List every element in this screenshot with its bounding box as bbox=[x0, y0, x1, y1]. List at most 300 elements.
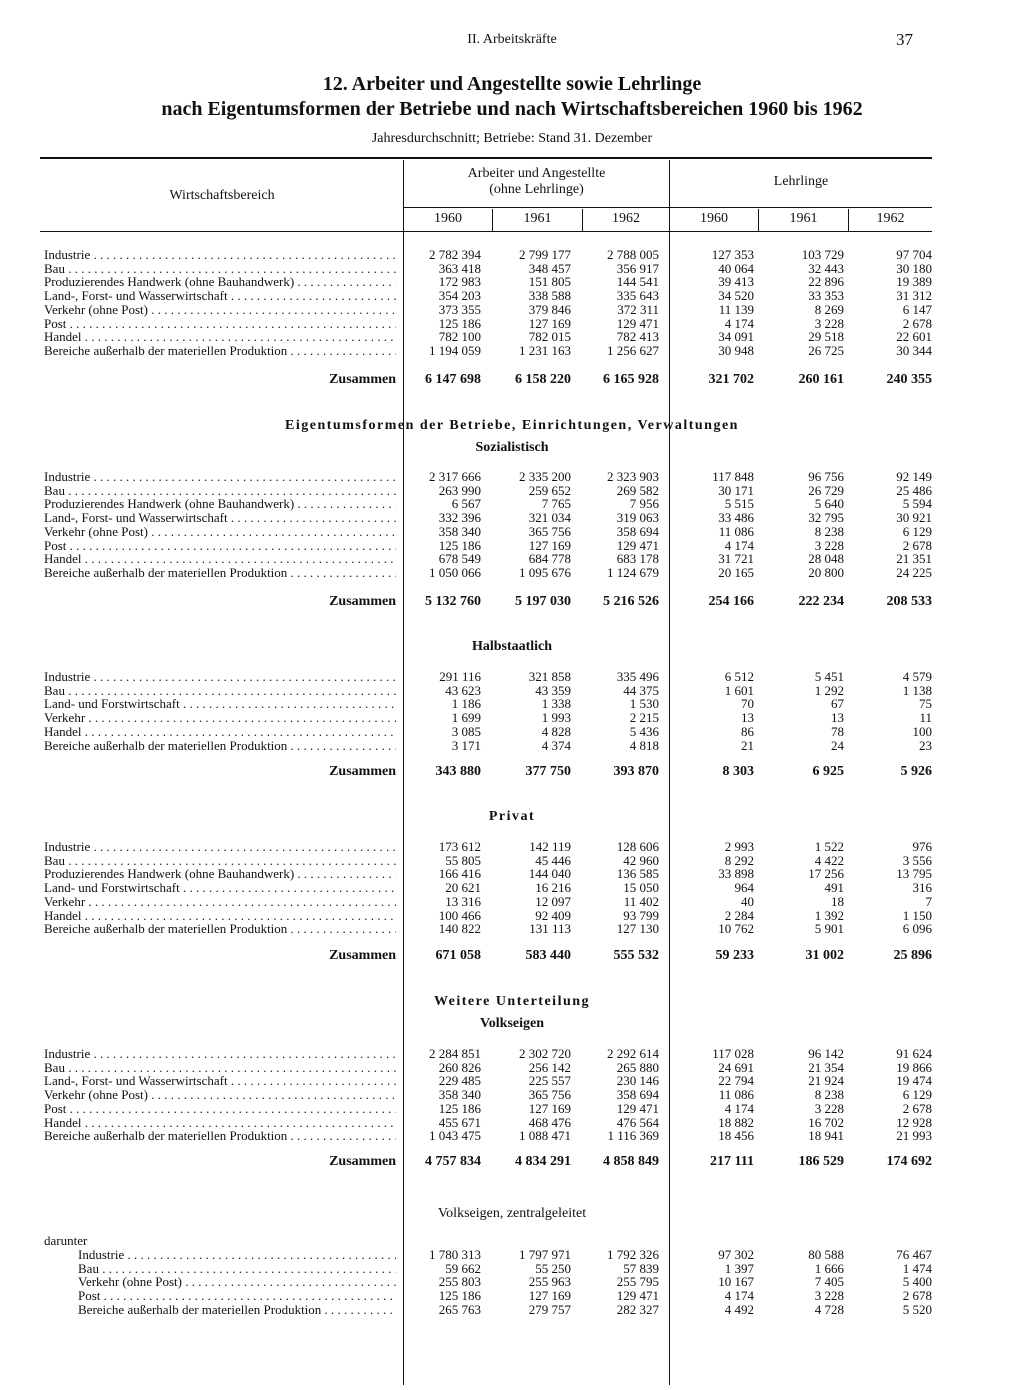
cell-value: 18 bbox=[831, 893, 844, 909]
total-label: Zusammen bbox=[329, 1154, 396, 1169]
table-row bbox=[0, 739, 1024, 753]
cell-value: 78 bbox=[831, 723, 844, 739]
cell-value: 26 729 bbox=[808, 482, 844, 498]
cell-value: 358 694 bbox=[616, 523, 659, 539]
cell-value: 1 530 bbox=[629, 696, 659, 712]
cell-value: 259 652 bbox=[528, 482, 571, 498]
header-top-rule bbox=[40, 157, 932, 159]
total-value: 4 757 834 bbox=[425, 1154, 481, 1169]
cell-value: 2 993 bbox=[724, 839, 754, 854]
cell-value: 20 800 bbox=[808, 564, 844, 580]
cell-value: 17 256 bbox=[808, 866, 844, 882]
table-row bbox=[0, 511, 1024, 525]
cell-value: 24 691 bbox=[718, 1059, 754, 1075]
cell-value: 1 666 bbox=[814, 1260, 844, 1276]
cell-value: 1 050 066 bbox=[429, 564, 481, 580]
cell-value: 2 782 394 bbox=[429, 247, 481, 262]
cell-value: 5 901 bbox=[814, 921, 844, 937]
cell-value: 4 374 bbox=[541, 737, 571, 753]
total-value: 254 166 bbox=[708, 594, 754, 609]
cell-value: 144 541 bbox=[616, 274, 659, 290]
row-label: Handel . . . bbox=[44, 1116, 396, 1130]
cell-value: 2 317 666 bbox=[429, 469, 481, 484]
cell-value: 19 474 bbox=[896, 1073, 932, 1089]
cell-value: 2 284 bbox=[724, 907, 754, 923]
cell-value: 2 788 005 bbox=[607, 247, 659, 262]
cell-value: 5 400 bbox=[902, 1274, 932, 1290]
cell-value: 1 116 369 bbox=[607, 1128, 659, 1144]
cell-value: 144 040 bbox=[528, 866, 571, 882]
running-header: II. Arbeitskräfte bbox=[467, 32, 557, 47]
total-value: 4 858 849 bbox=[603, 1154, 659, 1169]
year-header: 1962 bbox=[612, 211, 640, 226]
section-heading-eigentum: Eigentumsformen der Betriebe, Einrichtungen, Verwaltungen bbox=[285, 418, 739, 433]
darunter-label bbox=[0, 1234, 1024, 1248]
cell-value: 2 678 bbox=[902, 537, 932, 553]
table-row bbox=[0, 1116, 1024, 1130]
cell-value: 96 756 bbox=[808, 469, 844, 484]
cell-value: 15 050 bbox=[623, 880, 659, 896]
cell-value: 55 250 bbox=[535, 1260, 571, 1276]
cell-value: 4 174 bbox=[724, 315, 754, 331]
cell-value: 1 150 bbox=[902, 907, 932, 923]
cell-value: 5 436 bbox=[629, 723, 659, 739]
row-label: Bereiche außerhalb der materiellen Produktion . . . bbox=[44, 344, 396, 358]
cell-value: 1 474 bbox=[902, 1260, 932, 1276]
cell-value: 100 bbox=[912, 723, 932, 739]
total-value: 217 111 bbox=[710, 1154, 754, 1169]
cell-value: 13 795 bbox=[896, 866, 932, 882]
total-value: 222 234 bbox=[798, 594, 844, 609]
cell-value: 373 355 bbox=[438, 301, 481, 317]
cell-value: 33 898 bbox=[718, 866, 754, 882]
section-heading-weitere: Weitere Unterteilung bbox=[433, 994, 591, 1009]
row-label: Verkehr (ohne Post) . . . bbox=[44, 525, 396, 539]
cell-value: 26 725 bbox=[808, 342, 844, 358]
cell-value: 4 174 bbox=[724, 1100, 754, 1116]
table-row bbox=[0, 922, 1024, 936]
cell-value: 321 034 bbox=[528, 510, 571, 526]
cell-value: 166 416 bbox=[438, 866, 481, 882]
cell-value: 4 818 bbox=[629, 737, 659, 753]
cell-value: 93 799 bbox=[623, 907, 659, 923]
cell-value: 173 612 bbox=[438, 839, 481, 854]
cell-value: 96 142 bbox=[808, 1046, 844, 1061]
cell-value: 265 880 bbox=[616, 1059, 659, 1075]
cell-value: 455 671 bbox=[438, 1114, 481, 1130]
cell-value: 22 794 bbox=[718, 1073, 754, 1089]
cell-value: 21 bbox=[741, 737, 754, 753]
cell-value: 30 921 bbox=[896, 510, 932, 526]
cell-value: 255 963 bbox=[528, 1274, 571, 1290]
cell-value: 10 167 bbox=[718, 1274, 754, 1290]
table-title-line2: nach Eigentumsformen der Betriebe und nach Wirtschaftsbereichen 1960 bis 1962 bbox=[161, 98, 863, 120]
table-row bbox=[0, 1303, 1024, 1317]
total-value: 25 896 bbox=[893, 948, 932, 963]
row-label: Bau . . . bbox=[44, 854, 396, 868]
total-label: Zusammen bbox=[329, 372, 396, 387]
total-value: 5 197 030 bbox=[515, 594, 571, 609]
cell-value: 4 174 bbox=[724, 1288, 754, 1304]
cell-value: 12 928 bbox=[896, 1114, 932, 1130]
cell-value: 1 338 bbox=[541, 696, 571, 712]
cell-value: 32 795 bbox=[808, 510, 844, 526]
total-value: 321 702 bbox=[708, 372, 754, 387]
cell-value: 684 778 bbox=[528, 551, 571, 567]
total-value: 6 925 bbox=[812, 764, 844, 779]
table-row bbox=[0, 909, 1024, 923]
cell-value: 1 231 163 bbox=[519, 342, 571, 358]
cell-value: 3 171 bbox=[451, 737, 481, 753]
cell-value: 127 169 bbox=[528, 1288, 571, 1304]
cell-value: 6 567 bbox=[451, 496, 481, 512]
cell-value: 125 186 bbox=[438, 537, 481, 553]
cell-value: 316 bbox=[912, 880, 932, 896]
cell-value: 1 792 326 bbox=[607, 1247, 659, 1262]
cell-value: 255 803 bbox=[438, 1274, 481, 1290]
cell-value: 4 174 bbox=[724, 537, 754, 553]
cell-value: 2 292 614 bbox=[607, 1046, 659, 1061]
cell-value: 2 302 720 bbox=[519, 1046, 571, 1061]
cell-value: 282 327 bbox=[616, 1301, 659, 1317]
cell-value: 29 518 bbox=[808, 329, 844, 345]
cell-value: 75 bbox=[919, 696, 932, 712]
table-row bbox=[0, 303, 1024, 317]
cell-value: 6 512 bbox=[724, 669, 754, 684]
cell-value: 6 147 bbox=[902, 301, 932, 317]
cell-value: 964 bbox=[734, 880, 754, 896]
table-subtitle: Jahresdurchschnitt; Betriebe: Stand 31. Dezember bbox=[371, 131, 653, 146]
row-label: Bereiche außerhalb der materiellen Produktion . . . bbox=[44, 566, 396, 580]
row-label: Bau . . . bbox=[78, 1262, 396, 1276]
cell-value: 335 496 bbox=[616, 669, 659, 684]
cell-value: 33 353 bbox=[808, 288, 844, 304]
table-row bbox=[0, 711, 1024, 725]
cell-value: 129 471 bbox=[616, 315, 659, 331]
year-header: 1960 bbox=[434, 211, 462, 226]
cell-value: 260 826 bbox=[438, 1059, 481, 1075]
row-label: Industrie . . . bbox=[44, 248, 396, 262]
total-value: 6 147 698 bbox=[425, 372, 481, 387]
row-label: Industrie . . . bbox=[78, 1248, 396, 1262]
table-row bbox=[0, 330, 1024, 344]
row-label: Bereiche außerhalb der materiellen Produktion . . . bbox=[44, 739, 396, 753]
cell-value: 230 146 bbox=[616, 1073, 659, 1089]
total-value: 5 132 760 bbox=[425, 594, 481, 609]
cell-value: 782 100 bbox=[438, 329, 481, 345]
page-number: 37 bbox=[896, 30, 913, 49]
row-label: Post . . . bbox=[44, 539, 396, 553]
cell-value: 76 467 bbox=[896, 1247, 932, 1262]
cell-value: 13 bbox=[741, 710, 754, 726]
cell-value: 3 228 bbox=[814, 1100, 844, 1116]
cell-value: 131 113 bbox=[529, 921, 571, 937]
row-label: Bau . . . bbox=[44, 684, 396, 698]
cell-value: 97 704 bbox=[896, 247, 932, 262]
cell-value: 172 983 bbox=[438, 274, 481, 290]
cell-value: 16 216 bbox=[535, 880, 571, 896]
table-row bbox=[0, 881, 1024, 895]
row-label: Handel . . . bbox=[44, 330, 396, 344]
cell-value: 7 956 bbox=[629, 496, 659, 512]
cell-value: 42 960 bbox=[623, 852, 659, 868]
table-row bbox=[0, 1289, 1024, 1303]
cell-value: 7 765 bbox=[541, 496, 571, 512]
total-value: 343 880 bbox=[435, 764, 481, 779]
header-bottom-rule bbox=[40, 231, 932, 232]
row-label: Post . . . bbox=[44, 317, 396, 331]
cell-value: 97 302 bbox=[718, 1247, 754, 1262]
cell-value: 10 762 bbox=[718, 921, 754, 937]
cell-value: 348 457 bbox=[528, 260, 571, 276]
cell-value: 19 389 bbox=[896, 274, 932, 290]
cell-value: 1 699 bbox=[451, 710, 481, 726]
cell-value: 45 446 bbox=[535, 852, 571, 868]
cell-value: 683 178 bbox=[616, 551, 659, 567]
group2-header: Lehrlinge bbox=[773, 174, 829, 189]
cell-value: 151 805 bbox=[528, 274, 571, 290]
cell-value: 13 316 bbox=[445, 893, 481, 909]
table-row bbox=[0, 484, 1024, 498]
cell-value: 3 228 bbox=[814, 315, 844, 331]
table-row bbox=[0, 470, 1024, 484]
cell-value: 4 422 bbox=[814, 852, 844, 868]
cell-value: 8 292 bbox=[724, 852, 754, 868]
row-label: Verkehr . . . bbox=[44, 895, 396, 909]
table-row bbox=[0, 697, 1024, 711]
total-value: 186 529 bbox=[798, 1154, 844, 1169]
cell-value: 263 990 bbox=[438, 482, 481, 498]
cell-value: 20 621 bbox=[445, 880, 481, 896]
year-header: 1961 bbox=[523, 211, 552, 226]
cell-value: 31 721 bbox=[718, 551, 754, 567]
cell-value: 4 728 bbox=[814, 1301, 844, 1317]
table-row bbox=[0, 248, 1024, 262]
year-row-rule bbox=[404, 207, 932, 208]
cell-value: 128 606 bbox=[616, 839, 659, 854]
table-row bbox=[0, 497, 1024, 511]
cell-value: 1 392 bbox=[814, 907, 844, 923]
total-value: 6 165 928 bbox=[603, 372, 659, 387]
cell-value: 59 662 bbox=[445, 1260, 481, 1276]
cell-value: 338 588 bbox=[528, 288, 571, 304]
cell-value: 55 805 bbox=[445, 852, 481, 868]
cell-value: 20 165 bbox=[718, 564, 754, 580]
total-value: 240 355 bbox=[886, 372, 932, 387]
row-label: Land-, Forst- und Wasserwirtschaft . . . bbox=[44, 511, 396, 525]
row-label: Verkehr . . . bbox=[44, 711, 396, 725]
cell-value: 6 096 bbox=[902, 921, 932, 937]
total-value: 59 233 bbox=[715, 948, 754, 963]
table-row bbox=[0, 344, 1024, 358]
cell-value: 7 405 bbox=[814, 1274, 844, 1290]
cell-value: 117 028 bbox=[712, 1046, 754, 1061]
cell-value: 2 323 903 bbox=[607, 469, 659, 484]
total-value: 8 303 bbox=[722, 764, 754, 779]
cell-value: 8 269 bbox=[814, 301, 844, 317]
cell-value: 127 130 bbox=[616, 921, 659, 937]
cell-value: 103 729 bbox=[801, 247, 844, 262]
cell-value: 1 256 627 bbox=[607, 342, 659, 358]
cell-value: 354 203 bbox=[438, 288, 481, 304]
table-row bbox=[0, 539, 1024, 553]
cell-value: 358 340 bbox=[438, 523, 481, 539]
cell-value: 321 858 bbox=[528, 669, 571, 684]
cell-value: 34 520 bbox=[718, 288, 754, 304]
cell-value: 127 353 bbox=[711, 247, 754, 262]
cell-value: 5 594 bbox=[902, 496, 932, 512]
cell-value: 92 409 bbox=[535, 907, 571, 923]
cell-value: 1 095 676 bbox=[519, 564, 571, 580]
cell-value: 21 924 bbox=[808, 1073, 844, 1089]
total-value: 260 161 bbox=[798, 372, 844, 387]
cell-value: 491 bbox=[824, 880, 844, 896]
cell-value: 468 476 bbox=[528, 1114, 571, 1130]
cell-value: 125 186 bbox=[438, 1100, 481, 1116]
cell-value: 11 086 bbox=[718, 1087, 754, 1103]
cell-value: 8 238 bbox=[814, 1087, 844, 1103]
total-value: 4 834 291 bbox=[515, 1154, 571, 1169]
table-row bbox=[0, 670, 1024, 684]
table-row bbox=[0, 525, 1024, 539]
row-label: Land-, Forst- und Wasserwirtschaft . . . bbox=[44, 289, 396, 303]
row-label: Verkehr (ohne Post) . . . bbox=[44, 1088, 396, 1102]
row-label: Verkehr (ohne Post) . . . bbox=[44, 303, 396, 317]
cell-value: 5 451 bbox=[814, 669, 844, 684]
cell-value: 11 139 bbox=[718, 301, 754, 317]
cell-value: 67 bbox=[831, 696, 844, 712]
cell-value: 142 119 bbox=[529, 839, 571, 854]
table-row bbox=[0, 725, 1024, 739]
cell-value: 8 238 bbox=[814, 523, 844, 539]
row-label: Verkehr (ohne Post) . . . bbox=[78, 1275, 396, 1289]
cell-value: 678 549 bbox=[438, 551, 481, 567]
cell-value: 1 522 bbox=[814, 839, 844, 854]
cell-value: 365 756 bbox=[528, 1087, 571, 1103]
cell-value: 256 142 bbox=[528, 1059, 571, 1075]
year-header: 1960 bbox=[700, 211, 728, 226]
cell-value: 34 091 bbox=[718, 329, 754, 345]
cell-value: 18 456 bbox=[718, 1128, 754, 1144]
cell-value: 44 375 bbox=[623, 682, 659, 698]
cell-value: 21 351 bbox=[896, 551, 932, 567]
cell-value: 1 124 679 bbox=[607, 564, 659, 580]
cell-value: 5 515 bbox=[724, 496, 754, 512]
cell-value: 70 bbox=[741, 696, 754, 712]
total-value: 174 692 bbox=[886, 1154, 932, 1169]
cell-value: 117 848 bbox=[712, 469, 754, 484]
cell-value: 136 585 bbox=[616, 866, 659, 882]
cell-value: 6 129 bbox=[902, 523, 932, 539]
group1-header-line2: (ohne Lehrlinge) bbox=[489, 182, 584, 197]
cell-value: 2 335 200 bbox=[519, 469, 571, 484]
total-value: 377 750 bbox=[525, 764, 571, 779]
cell-value: 2 799 177 bbox=[519, 247, 571, 262]
total-value: 5 926 bbox=[900, 764, 932, 779]
section-heading-privat: Privat bbox=[488, 809, 536, 824]
cell-value: 265 763 bbox=[438, 1301, 481, 1317]
cell-value: 4 579 bbox=[902, 669, 932, 684]
total-value: 671 058 bbox=[435, 948, 481, 963]
total-label: Zusammen bbox=[329, 764, 396, 779]
cell-value: 16 702 bbox=[808, 1114, 844, 1130]
total-row bbox=[0, 948, 1024, 964]
row-label: Bau . . . bbox=[44, 1061, 396, 1075]
row-label: Bau . . . bbox=[44, 484, 396, 498]
total-row bbox=[0, 764, 1024, 780]
cell-value: 2 678 bbox=[902, 1288, 932, 1304]
row-label: Produzierendes Handwerk (ohne Bauhandwerk) . . . bbox=[44, 867, 396, 881]
cell-value: 18 882 bbox=[718, 1114, 754, 1130]
table-row bbox=[0, 1275, 1024, 1289]
table-title-line1: 12. Arbeiter und Angestellte sowie Lehrlinge bbox=[322, 73, 702, 95]
cell-value: 1 194 059 bbox=[429, 342, 481, 358]
cell-value: 291 116 bbox=[439, 669, 481, 684]
table-row bbox=[0, 1262, 1024, 1276]
cell-value: 129 471 bbox=[616, 1100, 659, 1116]
total-value: 583 440 bbox=[525, 948, 571, 963]
row-label: Handel . . . bbox=[44, 909, 396, 923]
cell-value: 2 678 bbox=[902, 1100, 932, 1116]
row-label: Handel . . . bbox=[44, 725, 396, 739]
table-row bbox=[0, 867, 1024, 881]
cell-value: 2 215 bbox=[629, 710, 659, 726]
cell-value: 1 186 bbox=[451, 696, 481, 712]
cell-value: 40 064 bbox=[718, 260, 754, 276]
cell-value: 125 186 bbox=[438, 1288, 481, 1304]
cell-value: 28 048 bbox=[808, 551, 844, 567]
cell-value: 358 694 bbox=[616, 1087, 659, 1103]
total-value: 6 158 220 bbox=[515, 372, 571, 387]
cell-value: 18 941 bbox=[808, 1128, 844, 1144]
table-row bbox=[0, 262, 1024, 276]
cell-value: 372 311 bbox=[617, 301, 659, 317]
group1-header-line1: Arbeiter und Angestellte bbox=[467, 166, 606, 181]
cell-value: 4 492 bbox=[724, 1301, 754, 1317]
cell-value: 1 993 bbox=[541, 710, 571, 726]
cell-value: 2 284 851 bbox=[429, 1046, 481, 1061]
cell-value: 91 624 bbox=[896, 1046, 932, 1061]
cell-value: 7 bbox=[925, 893, 932, 909]
cell-value: 11 086 bbox=[718, 523, 754, 539]
cell-value: 476 564 bbox=[616, 1114, 659, 1130]
cell-value: 40 bbox=[741, 893, 754, 909]
cell-value: 33 486 bbox=[718, 510, 754, 526]
cell-value: 25 486 bbox=[896, 482, 932, 498]
cell-value: 92 149 bbox=[896, 469, 932, 484]
table-row bbox=[0, 1047, 1024, 1061]
year-header: 1962 bbox=[876, 211, 905, 226]
row-label: Industrie . . . bbox=[44, 670, 396, 684]
row-label: Bau . . . bbox=[44, 262, 396, 276]
total-label: Zusammen bbox=[329, 594, 396, 609]
cell-value: 23 bbox=[919, 737, 932, 753]
row-label: Industrie . . . bbox=[44, 840, 396, 854]
cell-value: 1 601 bbox=[724, 682, 754, 698]
cell-value: 127 169 bbox=[528, 1100, 571, 1116]
cell-value: 3 228 bbox=[814, 1288, 844, 1304]
cell-value: 43 359 bbox=[535, 682, 571, 698]
cell-value: 129 471 bbox=[616, 1288, 659, 1304]
cell-value: 21 354 bbox=[808, 1059, 844, 1075]
table-row bbox=[0, 1248, 1024, 1262]
cell-value: 4 828 bbox=[541, 723, 571, 739]
cell-value: 24 225 bbox=[896, 564, 932, 580]
cell-value: 363 418 bbox=[438, 260, 481, 276]
stub-header: Wirtschaftsbereich bbox=[169, 188, 275, 203]
table-row bbox=[0, 684, 1024, 698]
cell-value: 358 340 bbox=[438, 1087, 481, 1103]
